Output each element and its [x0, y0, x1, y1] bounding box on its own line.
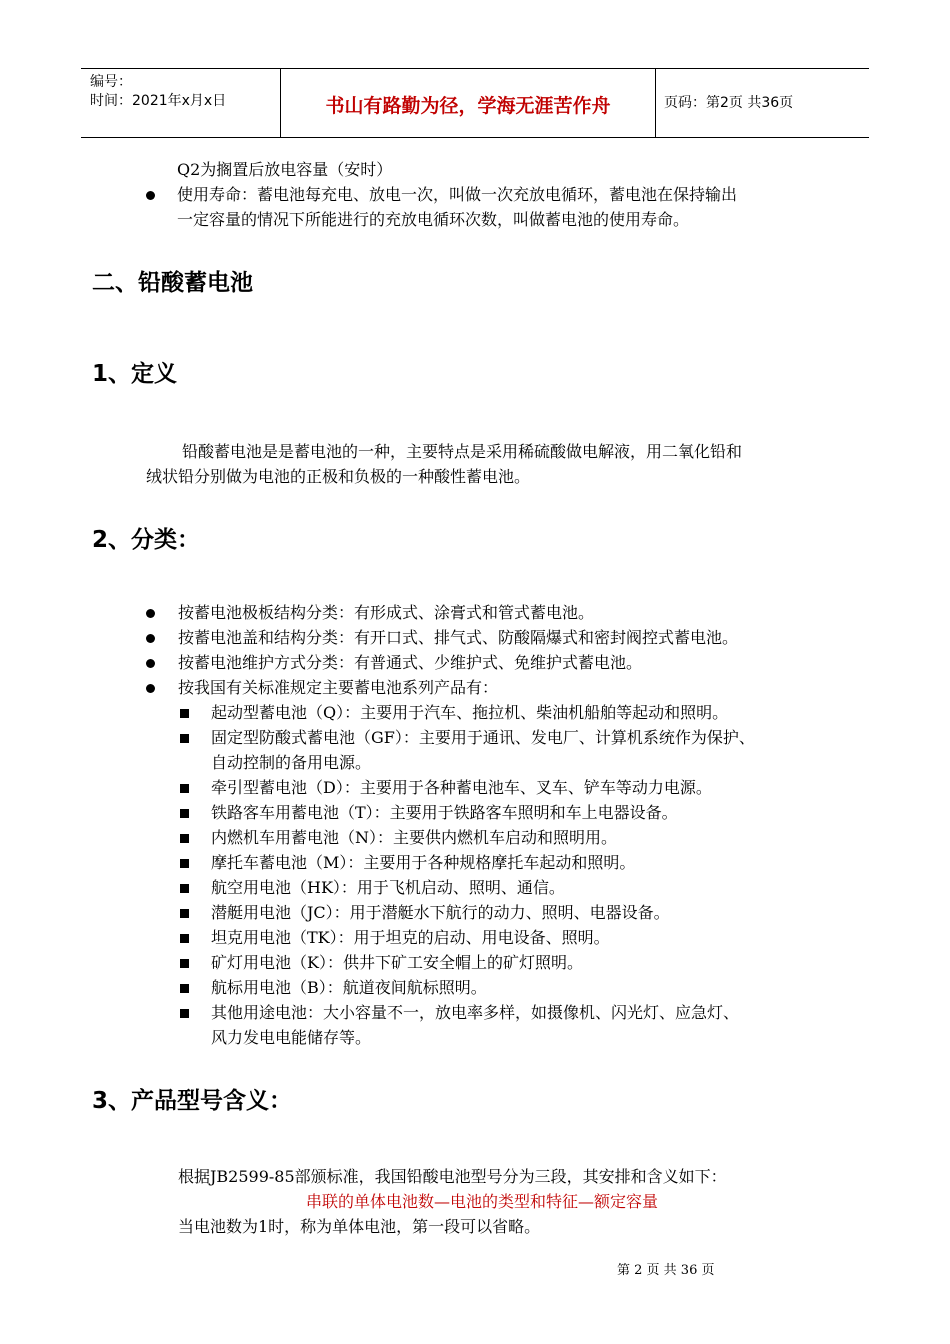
text-line: 根据JB2599-85部颁标准，我国铅酸电池型号分为三段，其安排和含义如下： — [178, 1167, 727, 1186]
list-item: 摩托车蓄电池（M）：主要用于各种规格摩托车起动和照明。 — [211, 853, 636, 872]
text-line: Q2为搁置后放电容量（安时） — [177, 160, 393, 179]
bullet-square — [180, 784, 189, 793]
list-item: 其他用途电池：大小容量不一，放电率多样，如摄像机、闪光灯、应急灯、 — [211, 1003, 740, 1022]
document-date: 时间：2021年x月x日 — [90, 93, 227, 109]
list-item-continuation: 自动控制的备用电源。 — [211, 753, 372, 772]
header-info-cell — [81, 69, 281, 137]
bullet-square — [180, 734, 189, 743]
list-item: 矿灯用电池（K）：供井下矿工安全帽上的矿灯照明。 — [211, 953, 583, 972]
bullet-dot — [146, 659, 155, 668]
page-info: 页码：第2页 共36页 — [664, 95, 794, 111]
text-line: 当电池数为1时，称为单体电池，第一段可以省略。 — [178, 1217, 541, 1236]
bullet-square — [180, 709, 189, 718]
bullet-square — [180, 934, 189, 943]
heading-model: 3、产品型号含义： — [92, 1088, 293, 1114]
list-item-continuation: 风力发电电能储存等。 — [211, 1028, 372, 1047]
bullet-dot — [146, 191, 155, 200]
list-item: 按蓄电池盖和结构分类：有开口式、排气式、防酸隔爆式和密封阀控式蓄电池。 — [178, 628, 739, 647]
bullet-dot — [146, 609, 155, 618]
list-item: 铁路客车用蓄电池（T）：主要用于铁路客车照明和车上电器设备。 — [211, 803, 678, 822]
bullet-square — [180, 959, 189, 968]
section-title: 二、铅酸蓄电池 — [92, 270, 253, 296]
list-item: 坦克用电池（TK）：用于坦克的启动、用电设备、照明。 — [211, 928, 610, 947]
document-number: 编号： — [90, 74, 132, 90]
text-line: 一定容量的情况下所能进行的充放电循环次数，叫做蓄电池的使用寿命。 — [177, 210, 690, 229]
bullet-square — [180, 909, 189, 918]
text-line: 绒状铅分别做为电池的正极和负极的一种酸性蓄电池。 — [146, 467, 531, 486]
heading-definition: 1、定义 — [92, 361, 178, 387]
list-item: 按蓄电池维护方式分类：有普通式、少维护式、免维护式蓄电池。 — [178, 653, 643, 672]
bullet-dot — [146, 634, 155, 643]
heading-classification: 2、分类： — [92, 527, 201, 553]
bullet-square — [180, 1009, 189, 1018]
page-footer: 第 2 页 共 36 页 — [617, 1263, 715, 1278]
header-page-cell — [656, 69, 869, 137]
motto: 书山有路勤为径，学海无涯苦作舟 — [325, 95, 611, 117]
text-line: 使用寿命：蓄电池每充电、放电一次，叫做一次充放电循环，蓄电池在保持输出 — [177, 185, 738, 204]
list-item: 按我国有关标准规定主要蓄电池系列产品有： — [178, 678, 499, 697]
bullet-square — [180, 809, 189, 818]
text-line: 铅酸蓄电池是是蓄电池的一种，主要特点是采用稀硫酸做电解液，用二氧化铅和 — [182, 442, 743, 461]
model-format: 串联的单体电池数—电池的类型和特征—额定容量 — [306, 1192, 659, 1211]
list-item: 航标用电池（B）：航道夜间航标照明。 — [211, 978, 487, 997]
list-item: 潜艇用电池（JC）：用于潜艇水下航行的动力、照明、电器设备。 — [211, 903, 670, 922]
list-item: 固定型防酸式蓄电池（GF）：主要用于通讯、发电厂、计算机系统作为保护、 — [211, 728, 755, 747]
bullet-dot — [146, 684, 155, 693]
bullet-square — [180, 834, 189, 843]
page-header — [81, 68, 869, 138]
bullet-square — [180, 884, 189, 893]
list-item: 内燃机车用蓄电池（N）：主要供内燃机车启动和照明用。 — [211, 828, 618, 847]
list-item: 牵引型蓄电池（D）：主要用于各种蓄电池车、叉车、铲车等动力电源。 — [211, 778, 712, 797]
list-item: 起动型蓄电池（Q）：主要用于汽车、拖拉机、柴油机船舶等起动和照明。 — [211, 703, 729, 722]
list-item: 按蓄电池极板结构分类：有形成式、涂膏式和管式蓄电池。 — [178, 603, 595, 622]
bullet-square — [180, 859, 189, 868]
header-motto-cell — [281, 69, 656, 137]
bullet-square — [180, 984, 189, 993]
list-item: 航空用电池（HK）：用于飞机启动、照明、通信。 — [211, 878, 565, 897]
